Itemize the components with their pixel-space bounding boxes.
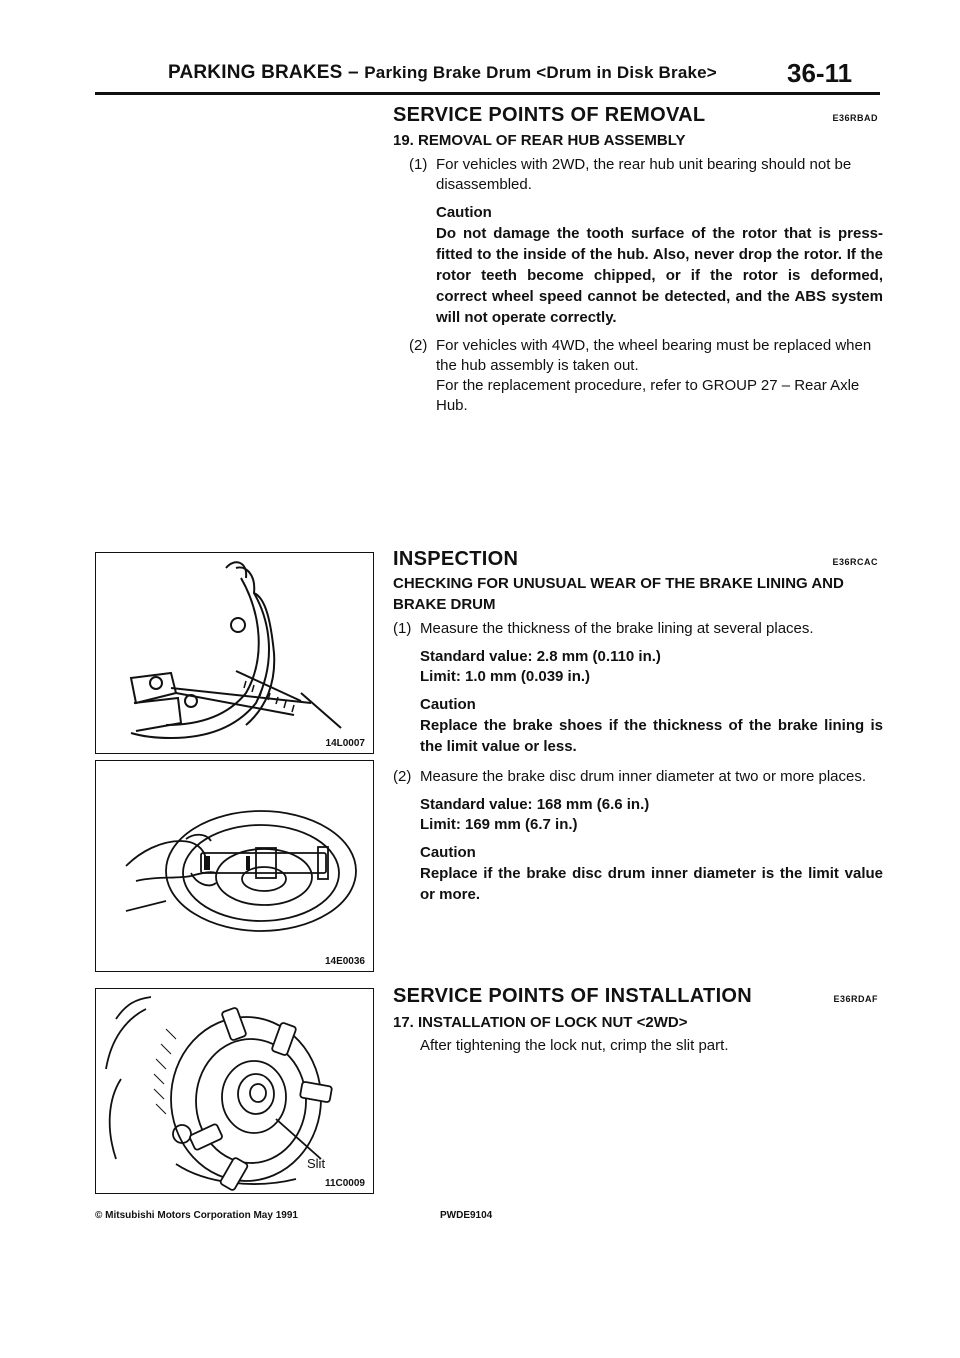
item-number: (1) [409, 156, 428, 173]
inspection-step-title: CHECKING FOR UNUSUAL WEAR OF THE BRAKE LINING AND BRAKE DRUM [393, 575, 844, 613]
footer-doc-code: PWDE9104 [440, 1210, 493, 1221]
installation-text: After tightening the lock nut, crimp the slit part. [420, 1037, 729, 1054]
removal-title: SERVICE POINTS OF REMOVAL [393, 104, 706, 126]
page-number: 36-11 [787, 58, 853, 88]
inspection-item-2 [393, 767, 883, 905]
installation-title: SERVICE POINTS OF INSTALLATION [393, 985, 753, 1007]
brake-drum-illustration [96, 761, 373, 971]
limit-value: Limit: 1.0 mm (0.039 in.) [420, 668, 591, 685]
caution-text: Replace if the brake disc drum inner diameter is the limit value or more. [420, 865, 883, 903]
inspection-title: INSPECTION [393, 548, 519, 570]
standard-value: Standard value: 168 mm (6.6 in.) [420, 796, 650, 813]
hub-illustration [96, 989, 373, 1193]
item-number: (2) [393, 768, 412, 785]
caution-label: Caution [436, 204, 492, 221]
header-subtitle: Parking Brake Drum <Drum in Disk Brake> [364, 63, 717, 82]
removal-item-1 [393, 155, 883, 328]
inspection-section [393, 548, 883, 905]
header-rule [95, 92, 880, 95]
removal-step-title: 19. REMOVAL OF REAR HUB ASSEMBLY [393, 132, 686, 149]
item-text: For vehicles with 2WD, the rear hub unit bearing should not be disassembled. [436, 156, 852, 193]
figure-brake-drum [95, 760, 374, 972]
item-number: (2) [409, 337, 428, 354]
caution-text: Do not damage the tooth surface of the rotor that is press-fitted to the inside of the hub. Also, never drop the rotor. If the rotor teeth become chipped, or if the rotor is deformed, correct wheel speed cannot be detected, and the ABS system will not operate correctly. [436, 225, 883, 326]
slit-label: Slit [307, 1156, 326, 1171]
item-text: Measure the brake disc drum inner diameter at two or more places. [420, 768, 867, 785]
standard-value: Standard value: 2.8 mm (0.110 in.) [420, 648, 661, 665]
figure-code: 14E0036 [324, 956, 365, 967]
running-header [168, 62, 717, 84]
caution-text: Replace the brake shoes if the thickness of the brake lining is the limit value or less. [420, 717, 883, 755]
inspection-item-1 [393, 619, 883, 757]
item-text: For vehicles with 4WD, the wheel bearing must be replaced when the hub assembly is taken out. [436, 337, 872, 374]
removal-section [393, 104, 883, 416]
inspection-code: E36RCAC [832, 557, 878, 567]
header-dash: – [342, 62, 365, 83]
installation-section [393, 985, 883, 1056]
footer-copyright: © Mitsubishi Motors Corporation May 1991 [95, 1210, 298, 1221]
brake-shoe-illustration [96, 553, 373, 753]
figure-brake-shoe [95, 552, 374, 754]
limit-value: Limit: 169 mm (6.7 in.) [420, 816, 578, 833]
caution-label: Caution [420, 696, 476, 713]
figure-code: 14L0007 [325, 738, 365, 749]
installation-step-title: 17. INSTALLATION OF LOCK NUT <2WD> [393, 1014, 688, 1031]
figure-code: 11C0009 [324, 1178, 365, 1189]
figure-hub-lock-nut [95, 988, 374, 1194]
removal-code: E36RBAD [832, 113, 878, 123]
caution-label: Caution [420, 844, 476, 861]
item-text: Measure the thickness of the brake lining at several places. [420, 620, 814, 637]
installation-code: E36RDAF [833, 994, 878, 1004]
header-title: PARKING BRAKES [168, 62, 343, 83]
item-number: (1) [393, 620, 412, 637]
removal-item-2 [393, 336, 883, 416]
item-text-2: For the replacement procedure, refer to GROUP 27 – Rear Axle Hub. [436, 377, 860, 414]
